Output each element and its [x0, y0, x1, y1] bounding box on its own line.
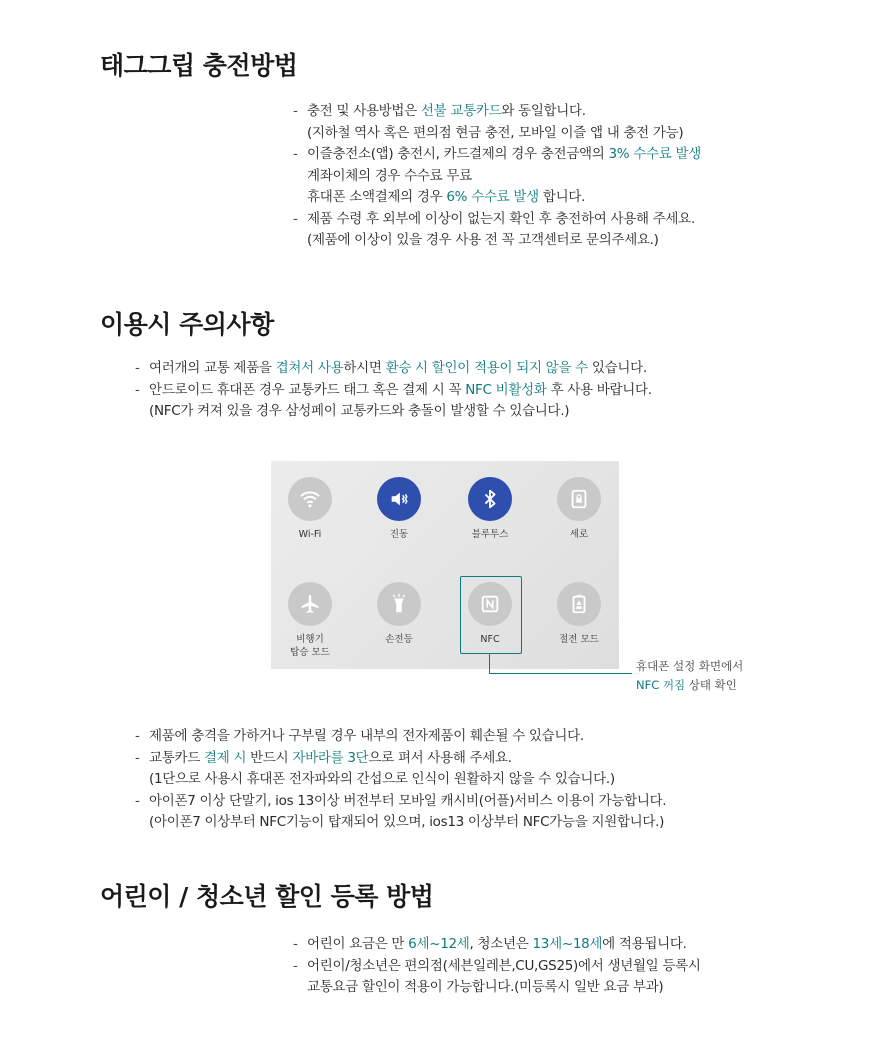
tile-vibrate — [364, 477, 434, 541]
text-segment: 어린이 요금은 만 — [307, 936, 409, 952]
highlight-text: 선불 교통카드 — [420, 103, 502, 119]
text-line — [293, 230, 701, 252]
text-segment: 에 적용됩니다. — [602, 936, 687, 952]
tile-label: 진동 — [389, 529, 409, 540]
airplane-icon — [288, 582, 332, 626]
charging-instructions — [293, 101, 701, 252]
text-segment: (NFC가 켜져 있을 경우 삼성페이 교통카드와 충돌이 발생할 수 있습니다.) — [149, 403, 570, 419]
section-title-discount: 어린이 / 청소년 할인 등록 방법 — [100, 882, 434, 911]
text-segment: 반드시 — [246, 749, 293, 766]
bullet-dash: - — [135, 749, 140, 766]
highlight-text: 13세~18세 — [532, 936, 603, 952]
bullet-dash: - — [293, 936, 298, 952]
text-segment: 교통요금 할인이 적용이 가능합니다.(미등록시 일반 요금 부과) — [307, 979, 664, 995]
text-segment: 휴대폰 소액결제의 경우 — [307, 189, 447, 205]
nfc-callout-note — [636, 657, 743, 695]
highlight-text: 결제 시 — [203, 749, 247, 766]
tile-label: 세로 — [569, 529, 589, 540]
text-segment: , 청소년은 — [469, 936, 533, 952]
tile-label: 손전등 — [385, 634, 413, 645]
text-segment: 여러개의 교통 제품을 — [149, 360, 276, 376]
highlight-text: 환승 시 할인이 적용이 되지 않을 수 — [385, 360, 588, 376]
text-segment: 이즐충전소(앱) 충전시, 카드결제의 경우 충전금액의 — [307, 146, 609, 162]
caution-list-2 — [135, 726, 666, 834]
bullet-dash: - — [135, 792, 140, 809]
note-rest: 상태 확인 — [685, 678, 737, 692]
highlight-text: NFC 비활성화 — [465, 381, 547, 398]
bullet-dash: - — [135, 381, 140, 398]
highlight-text: 3% 수수료 발생 — [608, 146, 701, 162]
phone-quick-settings-image — [271, 461, 619, 669]
text-line — [293, 977, 701, 999]
note-line-1: 휴대폰 설정 화면에서 — [636, 659, 744, 673]
text-segment: 아이폰7 이상 단말기, ios 13이상 버전부터 모바일 캐시비(어플)서비스 이용이 가능합니다. — [149, 792, 667, 809]
text-segment: 제품 수령 후 외부에 이상이 없는지 확인 후 충전하여 사용해 주세요. — [307, 210, 695, 227]
caution-list-1 — [135, 358, 652, 423]
text-line — [293, 956, 701, 978]
section-title-charging: 태그그립 충전방법 — [100, 51, 298, 80]
text-line — [135, 380, 652, 402]
bullet-dash: - — [135, 728, 140, 744]
bullet-dash: - — [135, 360, 140, 376]
flashlight-icon — [377, 582, 421, 626]
tile-label: Wi-Fi — [298, 529, 322, 540]
tile-label: 절전 모드 — [559, 634, 599, 645]
text-segment: (제품에 이상이 있을 경우 사용 전 꼭 고객센터로 문의주세요.) — [307, 232, 659, 248]
text-segment: 후 사용 바랍니다. — [546, 381, 652, 398]
text-line — [293, 934, 701, 956]
note-highlight: NFC 꺼짐 — [636, 678, 686, 692]
text-line — [135, 748, 666, 770]
tile-portrait — [544, 477, 614, 541]
note-line-2 — [636, 676, 743, 695]
text-segment: (1단으로 사용시 휴대폰 전자파와의 간섭으로 인식이 원활하지 않을 수 있습니다.) — [149, 771, 615, 787]
bluetooth-icon — [468, 477, 512, 521]
tile-wifi — [275, 477, 345, 541]
text-line — [135, 769, 666, 791]
portrait-lock-icon — [557, 477, 601, 521]
bullet-dash: - — [293, 957, 298, 974]
vibrate-icon — [377, 477, 421, 521]
text-segment: 안드로이드 휴대폰 경우 교통카드 태그 혹은 결제 시 꼭 — [149, 381, 466, 398]
text-line — [293, 187, 701, 209]
tile-label: NFC — [480, 634, 500, 645]
bullet-dash: - — [293, 146, 298, 162]
tile-flashlight — [364, 582, 434, 646]
tile-battery-saver — [544, 582, 614, 646]
text-segment: 하시면 — [343, 360, 386, 376]
discount-instructions — [293, 934, 701, 999]
bullet-dash: - — [293, 210, 298, 227]
highlight-text: 자바라를 3단 — [292, 749, 369, 766]
tile-bluetooth — [455, 477, 525, 541]
text-line — [293, 123, 701, 145]
highlight-text: 6세~12세 — [408, 936, 470, 952]
bullet-dash: - — [293, 103, 298, 119]
text-line — [135, 401, 652, 423]
tile-label: 블루투스 — [471, 529, 509, 540]
text-line — [135, 358, 652, 380]
nfc-highlight-box — [460, 576, 522, 654]
text-line — [293, 209, 701, 231]
text-line — [135, 726, 666, 748]
tile-airplane — [275, 582, 345, 659]
text-segment: 계좌이체의 경우 수수료 무료 — [307, 167, 472, 184]
text-segment: 제품에 충격을 가하거나 구부릴 경우 내부의 전자제품이 훼손될 수 있습니다. — [149, 728, 584, 744]
tile-label: 비행기 탑승 모드 — [290, 634, 330, 658]
text-segment: 어린이/청소년은 편의점(세븐일레븐,CU,GS25)에서 생년월일 등록시 — [307, 957, 701, 974]
text-segment: 합니다. — [538, 189, 586, 205]
battery-saver-icon — [557, 582, 601, 626]
text-segment: 있습니다. — [587, 360, 647, 376]
text-segment: (아이폰7 이상부터 NFC기능이 탑재되어 있으며, ios13 이상부터 NFC가능을 지원합니다.) — [149, 814, 665, 830]
text-line — [293, 166, 701, 188]
highlight-text: 6% 수수료 발생 — [446, 189, 539, 205]
text-segment: 교통카드 — [149, 749, 204, 766]
wifi-icon — [288, 477, 332, 521]
text-segment: 으로 펴서 사용해 주세요. — [368, 749, 512, 766]
text-line — [135, 812, 666, 834]
section-title-cautions: 이용시 주의사항 — [100, 310, 274, 339]
text-line — [135, 791, 666, 813]
callout-line — [489, 653, 632, 674]
text-segment: 충전 및 사용방법은 — [307, 103, 421, 119]
text-line — [293, 101, 701, 123]
text-segment: (지하철 역사 혹은 편의점 현금 충전, 모바일 이즐 앱 내 충전 가능) — [307, 124, 684, 141]
highlight-text: 겹쳐서 사용 — [275, 360, 344, 376]
text-line — [293, 144, 701, 166]
text-segment: 와 동일합니다. — [501, 103, 586, 119]
